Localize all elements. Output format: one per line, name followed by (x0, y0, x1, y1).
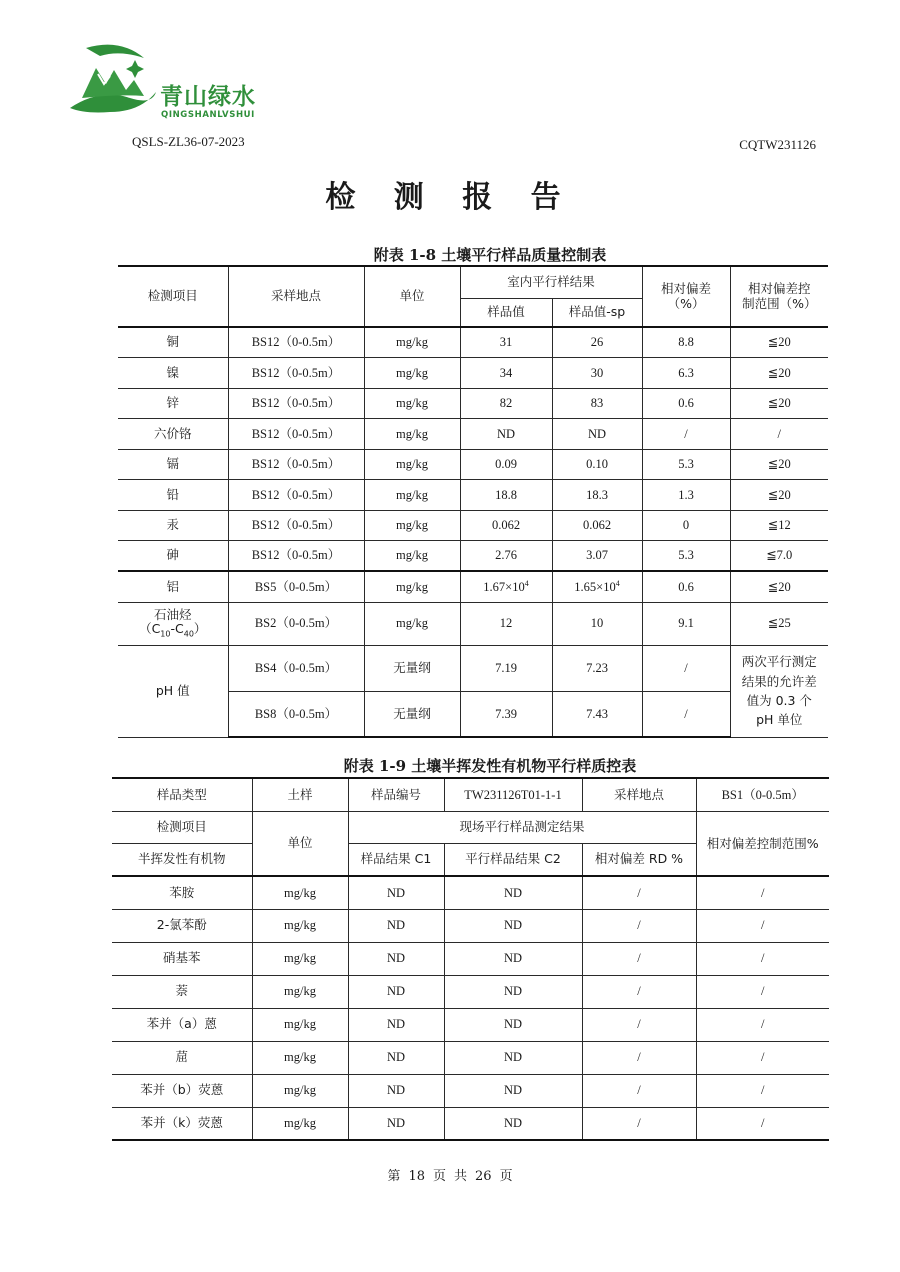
cell-rd: 0 (642, 510, 730, 541)
cell-c2: ND (444, 909, 582, 942)
cell-rd: / (582, 1041, 696, 1074)
document-code: QSLS-ZL36-07-2023 (132, 134, 245, 149)
cell-c2: ND (444, 975, 582, 1008)
cell-lim: ≦20 (730, 449, 828, 480)
cell-unit: mg/kg (364, 480, 460, 511)
table-row-tph: 石油烃 $(C_{10}-C_{40})$ BS2（0-0.5m） mg/kg 12 10 9.1 ≦25 (118, 602, 828, 645)
cell-c1: ND (348, 876, 444, 909)
cell-item: 六价铬 (118, 419, 228, 450)
table-row (118, 480, 828, 511)
table-row (118, 419, 828, 450)
cell-v2: 83 (552, 388, 642, 419)
cell-c1: ND (348, 1041, 444, 1074)
cell-lim: / (696, 1107, 829, 1140)
table-row (118, 541, 828, 572)
cell-lim: / (696, 975, 829, 1008)
cell-rd: 1.3 (642, 480, 730, 511)
table-row (112, 975, 829, 1008)
cell-rd: / (582, 909, 696, 942)
table-1-8-caption: 附表 1-8 土壤平行样品质量控制表 (373, 246, 607, 264)
cell-unit: mg/kg (252, 1041, 348, 1074)
cell-rd: / (582, 1074, 696, 1107)
logo-text-en: QINGSHANLVSHUI (161, 110, 255, 120)
cell-unit: mg/kg (364, 541, 460, 572)
table-row (112, 1107, 829, 1140)
header-c2: 平行样品结果 C2 (444, 843, 582, 876)
header-unit: 单位 (252, 811, 348, 876)
cell-lim: / (696, 1074, 829, 1107)
cell-v1: 18.8 (460, 480, 552, 511)
cell-v2: 30 (552, 358, 642, 389)
table-row-ph-2: BS8（0-0.5m） 无量纲 7.39 7.43 / (118, 691, 828, 737)
header-relative-deviation: 相对偏差 （%） (642, 266, 730, 327)
cell-item: 锌 (118, 388, 228, 419)
cell-c2: ND (444, 1008, 582, 1041)
table-row (118, 388, 828, 419)
cell-unit: mg/kg (364, 327, 460, 358)
cell-lim: / (696, 1041, 829, 1074)
cell-site: BS12（0-0.5m） (228, 541, 364, 572)
header-sample-sp: 样品值-sp (552, 298, 642, 327)
header-svoc: 半挥发性有机物 (112, 843, 252, 876)
cell-c1: ND (348, 1107, 444, 1140)
cell-unit: mg/kg (364, 388, 460, 419)
cell-v2: 26 (552, 327, 642, 358)
cell-lim: / (696, 1008, 829, 1041)
table-row (112, 1074, 829, 1107)
cell-site: BS12（0-0.5m） (228, 480, 364, 511)
table-row (118, 327, 828, 358)
cell-v2: 18.3 (552, 480, 642, 511)
cell-c2: ND (444, 876, 582, 909)
table-row (112, 1008, 829, 1041)
cell-lim: / (730, 419, 828, 450)
cell-item: 镍 (118, 358, 228, 389)
page-footer: 第 18 页 共 26 页 (387, 1169, 513, 1184)
cell-unit: mg/kg (252, 942, 348, 975)
cell-item: 苯胺 (112, 876, 252, 909)
header-unit: 单位 (364, 266, 460, 327)
cell-unit: mg/kg (252, 1074, 348, 1107)
table-row (112, 1041, 829, 1074)
cell-v2: 0.10 (552, 449, 642, 480)
cell-lim: / (696, 909, 829, 942)
cell-c2: ND (444, 1074, 582, 1107)
table-row (112, 909, 829, 942)
cell-c2: ND (444, 1041, 582, 1074)
table-row (118, 449, 828, 480)
cell-unit: mg/kg (252, 1008, 348, 1041)
cell-v1: 0.09 (460, 449, 552, 480)
cell-c1: ND (348, 909, 444, 942)
cell-v1: 34 (460, 358, 552, 389)
cell-v2: 0.062 (552, 510, 642, 541)
cell-unit: mg/kg (252, 975, 348, 1008)
cell-unit: mg/kg (364, 358, 460, 389)
cell-v2: 3.07 (552, 541, 642, 572)
cell-v2: ND (552, 419, 642, 450)
table-1-9 (112, 777, 829, 1141)
header-item: 检测项目 (112, 811, 252, 843)
report-number: CQTW231126 (739, 137, 816, 152)
cell-item: 苯并（a）蒽 (112, 1008, 252, 1041)
cell-rd: / (582, 975, 696, 1008)
table-row-ph-1: pH 值 BS4（0-0.5m） 无量纲 7.19 7.23 / 两次平行测定结果的允许差值为 0.3 个 pH 单位 (118, 645, 828, 691)
header-item: 检测项目 (118, 266, 228, 327)
report-title: 检 测 报 告 (325, 180, 575, 215)
sample-info-row: 样品类型 土样 样品编号 TW231126T01-1-1 采样地点 BS1（0-0.5m） (112, 778, 829, 811)
cell-rd: / (582, 942, 696, 975)
header-lab-parallel: 室内平行样结果 (460, 266, 642, 298)
cell-site: BS12（0-0.5m） (228, 419, 364, 450)
cell-unit: mg/kg (252, 909, 348, 942)
cell-site: BS12（0-0.5m） (228, 388, 364, 419)
cell-unit: mg/kg (252, 876, 348, 909)
header-sample-value: 样品值 (460, 298, 552, 327)
cell-c1: ND (348, 1008, 444, 1041)
cell-item: 䓛 (112, 1041, 252, 1074)
cell-lim: / (696, 942, 829, 975)
cell-lim: / (696, 876, 829, 909)
cell-item: 萘 (112, 975, 252, 1008)
cell-v1: 0.062 (460, 510, 552, 541)
cell-rd: 5.3 (642, 541, 730, 572)
table-row-al: 铝 BS5（0-0.5m） mg/kg $1.67\times 10^4$ $1.65\times 10^4$ 0.6 ≦20 (118, 571, 828, 602)
header-deviation-range: 相对偏差控制范围% (696, 811, 829, 876)
cell-item: 铅 (118, 480, 228, 511)
table-row (112, 876, 829, 909)
cell-site: BS12（0-0.5m） (228, 358, 364, 389)
cell-c1: ND (348, 942, 444, 975)
cell-lim: ≦20 (730, 358, 828, 389)
cell-c2: ND (444, 1107, 582, 1140)
cell-lim: ≦20 (730, 480, 828, 511)
cell-unit: mg/kg (364, 419, 460, 450)
cell-item: 2-氯苯酚 (112, 909, 252, 942)
cell-site: BS12（0-0.5m） (228, 510, 364, 541)
cell-rd: 8.8 (642, 327, 730, 358)
table-row (112, 942, 829, 975)
cell-item: 砷 (118, 541, 228, 572)
cell-c1: ND (348, 1074, 444, 1107)
cell-c2: ND (444, 942, 582, 975)
cell-item: 汞 (118, 510, 228, 541)
cell-item: 铜 (118, 327, 228, 358)
header-site: 采样地点 (228, 266, 364, 327)
table-1-8 (118, 265, 828, 738)
table-row (118, 358, 828, 389)
header-rd: 相对偏差 RD % (582, 843, 696, 876)
header-field-parallel: 现场平行样品测定结果 (348, 811, 696, 843)
cell-lim: ≦20 (730, 327, 828, 358)
cell-rd: / (582, 1107, 696, 1140)
cell-item: 苯并（b）荧蒽 (112, 1074, 252, 1107)
cell-lim: ≦20 (730, 388, 828, 419)
cell-v1: 31 (460, 327, 552, 358)
cell-item: 硝基苯 (112, 942, 252, 975)
cell-site: BS12（0-0.5m） (228, 449, 364, 480)
cell-unit: mg/kg (364, 510, 460, 541)
cell-item: 苯并（k）荧蒽 (112, 1107, 252, 1140)
cell-v1: ND (460, 419, 552, 450)
cell-v1: 2.76 (460, 541, 552, 572)
cell-site: BS12（0-0.5m） (228, 327, 364, 358)
cell-rd: 6.3 (642, 358, 730, 389)
logo-text-cn: 青山绿水 (160, 84, 256, 110)
cell-c1: ND (348, 975, 444, 1008)
table-1-9-caption: 附表 1-9 土壤半挥发性有机物平行样质控表 (343, 757, 637, 775)
table-row (118, 510, 828, 541)
header-c1: 样品结果 C1 (348, 843, 444, 876)
cell-rd: / (582, 876, 696, 909)
cell-lim: ≦7.0 (730, 541, 828, 572)
cell-v1: 82 (460, 388, 552, 419)
cell-rd: 0.6 (642, 388, 730, 419)
cell-unit: mg/kg (364, 449, 460, 480)
cell-rd: / (642, 419, 730, 450)
cell-unit: mg/kg (252, 1107, 348, 1140)
cell-item: 镉 (118, 449, 228, 480)
header-deviation-range: 相对偏差控 制范围（%） (730, 266, 828, 327)
cell-rd: / (582, 1008, 696, 1041)
cell-rd: 5.3 (642, 449, 730, 480)
cell-lim: ≦12 (730, 510, 828, 541)
